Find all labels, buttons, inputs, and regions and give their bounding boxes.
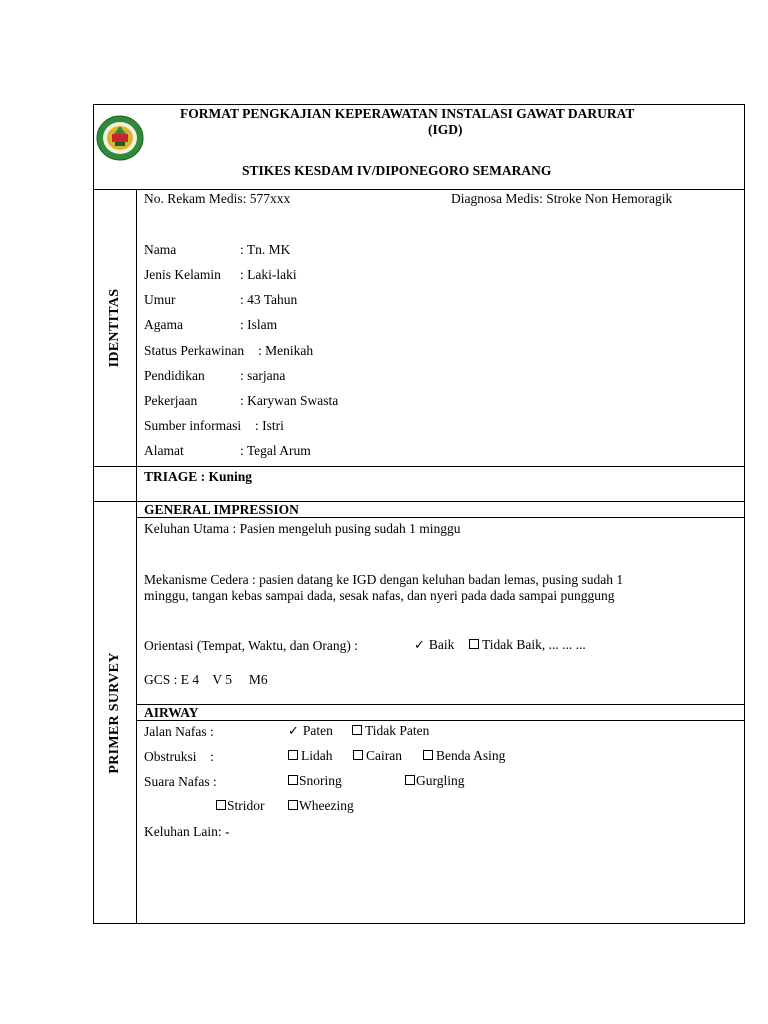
field-value-jenis-kelamin: : Laki-laki [240, 267, 297, 282]
stridor-option[interactable] [216, 798, 265, 814]
stridor-label: Stridor [227, 798, 265, 813]
general-impression-heading: GENERAL IMPRESSION [144, 502, 299, 517]
field-label-pekerjaan: Pekerjaan [144, 393, 198, 408]
orientasi-baik-label: Baik [428, 637, 455, 652]
orientasi-tidak-baik-option[interactable] [469, 637, 586, 653]
cairan-option[interactable] [353, 748, 402, 764]
field-label-pendidikan: Pendidikan [144, 368, 205, 383]
table-border-left [93, 104, 94, 924]
checkbox-icon [405, 775, 415, 785]
checkbox-icon [352, 725, 362, 735]
gurgling-label: Gurgling [416, 773, 465, 788]
table-border-right [744, 104, 745, 924]
tidak-paten-option[interactable] [352, 723, 429, 739]
cairan-label: Cairan [366, 748, 402, 763]
airway-heading: AIRWAY [144, 705, 199, 720]
checkbox-icon [288, 750, 298, 760]
wheezing-option[interactable] [288, 798, 354, 814]
orientasi-label: Orientasi (Tempat, Waktu, dan Orang) : [144, 638, 359, 653]
field-label-umur: Umur [144, 292, 176, 307]
table-border-top [93, 104, 745, 105]
lidah-option[interactable] [288, 748, 333, 764]
checkbox-icon [469, 639, 479, 649]
field-value-sumber-informasi: : Istri [255, 418, 284, 433]
lidah-label: Lidah [301, 748, 333, 763]
table-border-bottom [93, 923, 745, 924]
row-divider-airway-heading [136, 720, 745, 721]
field-value-pekerjaan: : Karywan Swasta [240, 393, 339, 408]
benda-asing-label: Benda Asing [436, 748, 506, 763]
row-divider-header [93, 189, 745, 190]
field-label-sumber-informasi: Sumber informasi [144, 418, 242, 433]
orientasi-baik-option[interactable] [414, 637, 454, 653]
field-value-pendidikan: : sarjana [240, 368, 286, 383]
checkbox-icon [288, 800, 298, 810]
checkmark-icon: ✓ [414, 637, 425, 652]
side-label-identitas: IDENTITAS [107, 288, 122, 368]
paten-option[interactable] [288, 723, 333, 739]
label-column-divider [136, 189, 137, 924]
triage-label: TRIAGE : Kuning [144, 469, 253, 484]
row-divider-identitas [93, 466, 745, 467]
checkbox-icon [216, 800, 226, 810]
keluhan-lain: Keluhan Lain: - [144, 824, 230, 839]
field-label-jenis-kelamin: Jenis Kelamin [144, 267, 221, 282]
field-value-alamat: : Tegal Arum [240, 443, 311, 458]
field-label-agama: Agama [144, 317, 183, 332]
gurgling-option[interactable] [405, 773, 465, 789]
form-title-line2: (IGD) [428, 122, 463, 137]
institution-name: STIKES KESDAM IV/DIPONEGORO SEMARANG [242, 163, 552, 178]
benda-asing-option[interactable] [423, 748, 505, 764]
field-label-nama: Nama [144, 242, 177, 257]
field-label-alamat: Alamat [144, 443, 184, 458]
checkbox-icon [353, 750, 363, 760]
checkbox-icon [288, 775, 298, 785]
rekam-medis: No. Rekam Medis: 577xxx [144, 191, 291, 206]
tidak-paten-label: Tidak Paten [365, 723, 430, 738]
side-label-primer-survey: PRIMER SURVEY [107, 652, 122, 774]
field-value-status-perkawinan: : Menikah [258, 343, 314, 358]
jalan-nafas-label: Jalan Nafas : [144, 724, 214, 739]
snoring-option[interactable] [288, 773, 342, 789]
keluhan-utama: Keluhan Utama : Pasien mengeluh pusing sudah 1 minggu [144, 521, 461, 536]
field-label-status-perkawinan: Status Perkawinan [144, 343, 245, 358]
field-value-agama: : Islam [240, 317, 278, 332]
wheezing-label: Wheezing [299, 798, 354, 813]
form-title-line1: FORMAT PENGKAJIAN KEPERAWATAN INSTALASI GAWAT DARURAT [180, 106, 635, 121]
gcs-score: GCS : E 4 V 5 M6 [144, 672, 268, 687]
field-value-nama: : Tn. MK [240, 242, 291, 257]
row-divider-gi [136, 704, 745, 705]
mekanisme-cedera-line1: Mekanisme Cedera : pasien datang ke IGD dengan keluhan badan lemas, pusing sudah 1 [144, 572, 624, 587]
checkmark-icon: ✓ [288, 723, 299, 738]
suara-nafas-label: Suara Nafas : [144, 774, 217, 789]
orientasi-tidak-baik-label: Tidak Baik, ... ... ... [482, 637, 586, 652]
field-value-umur: : 43 Tahun [240, 292, 298, 307]
checkbox-icon [423, 750, 433, 760]
obstruksi-label: Obstruksi : [144, 749, 214, 764]
snoring-label: Snoring [299, 773, 342, 788]
institution-logo [95, 114, 145, 162]
paten-label: Paten [302, 723, 333, 738]
diagnosa-medis: Diagnosa Medis: Stroke Non Hemoragik [451, 191, 673, 206]
mekanisme-cedera-line2: minggu, tangan kebas sampai dada, sesak nafas, dan nyeri pada dada sampai punggung [144, 588, 615, 603]
